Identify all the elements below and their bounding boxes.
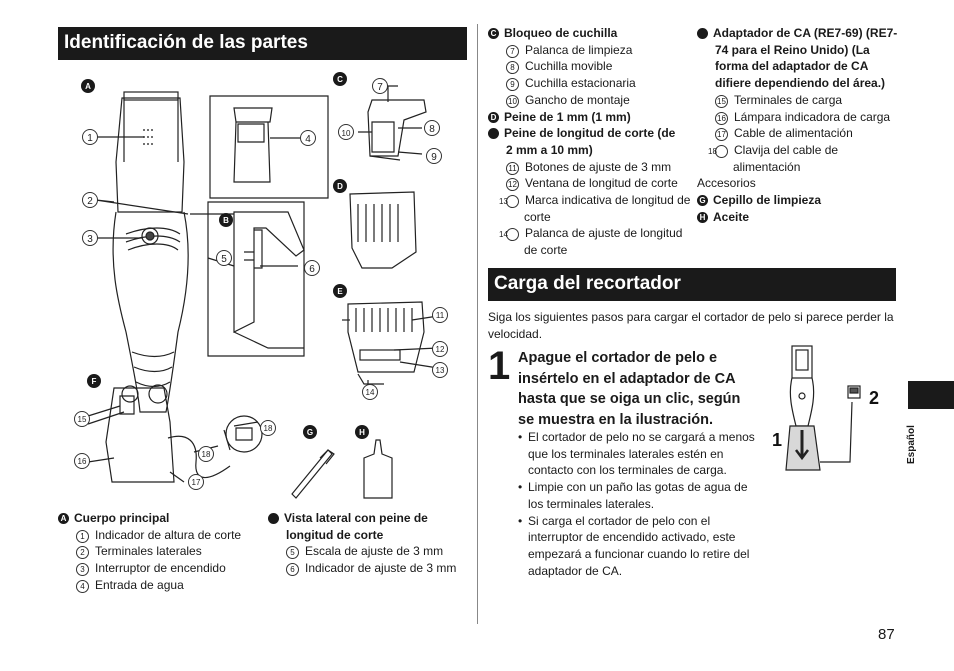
callout-15: 15 (77, 415, 87, 424)
page-number: 87 (878, 626, 895, 643)
caption-B: B Vista lateral con peine de longitud de corte 5 Escala de ajuste de 3 mm 6 Indicador de ajuste de 3 mm (261, 511, 457, 576)
callout-10: 10 (341, 129, 351, 138)
charging-illustration (768, 344, 898, 479)
letter-C-marker: C (337, 75, 343, 84)
callout-11: 11 (435, 311, 445, 320)
callout-6: 6 (309, 264, 315, 275)
callout-3: 3 (87, 234, 93, 245)
cleaning-brush-drawing (292, 450, 334, 498)
callout-16: 16 (77, 457, 87, 466)
letter-H-marker: H (359, 428, 365, 437)
length-comb-drawing (342, 302, 438, 388)
parts-list-mid: C Bloqueo de cuchilla 7 Palanca de limpieza 8 Cuchilla movible 9 Cuchilla estacionaria 10 Gancho de montaje D Peine de 1 mm (1 mm) E Peine de longitud de corte (de 2 mm a 10 mm) 11 Botones de ajuste de 3 mm 12 Ventana de longitud de corte 13 Marca indicativa de longitud de corte 14 Palanca de ajuste de longitud de corte (481, 26, 691, 258)
section-title-charging: Carga del recortador (488, 268, 896, 299)
note-item: • Limpie con un paño las gotas de agua de los terminales laterales. (518, 479, 763, 512)
callout-5: 5 (221, 254, 227, 265)
letter-D-marker: D (337, 182, 343, 191)
callout-12: 12 (435, 345, 445, 354)
title-rule (58, 58, 467, 60)
main-body-drawing (96, 92, 234, 412)
charging-intro: Siga los siguientes pasos para cargar el cortador de pelo si parece perder la velocidad. (488, 310, 894, 341)
note-item: • El cortador de pelo no se cargará a menos que los terminales laterales estén en contacto con los terminales de carga. (518, 429, 763, 479)
note-item: • Si carga el cortador de pelo con el interruptor de encendido activado, este empezará a funcionar cuando lo retire del adaptador de CA. (518, 513, 763, 580)
fig-label-2: 2 (869, 388, 880, 408)
callout-4: 4 (305, 134, 311, 145)
side-tab-language: Español (906, 425, 917, 464)
letter-B-marker: B (223, 216, 229, 225)
blade-block-drawing (358, 86, 426, 160)
callout-7: 7 (377, 82, 383, 93)
callout-18a: 18 (201, 450, 211, 459)
side-tab (908, 381, 954, 409)
callout-17: 17 (191, 478, 201, 487)
step-instruction: Apague el cortador de pelo e insértelo en el adaptador de CA hasta que se oiga un clic, según se muestra en la ilustración. (518, 350, 741, 428)
step-number: 1 (488, 344, 511, 388)
charging-title-rule (488, 299, 896, 301)
letter-E-marker: E (337, 287, 343, 296)
callout-8: 8 (429, 124, 435, 135)
callout-9: 9 (431, 152, 437, 163)
callout-1: 1 (87, 133, 93, 144)
step-notes (518, 429, 763, 579)
callout-18b: 18 (263, 424, 273, 433)
parts-illustration (58, 62, 478, 510)
section-title-parts: Identificación de las partes (58, 27, 467, 58)
letter-A-marker: A (85, 82, 91, 91)
callout-14: 14 (365, 388, 375, 397)
caption-A: A Cuerpo principal 1 Indicador de altura de corte 2 Terminales laterales 3 Interruptor de encendido 4 Entrada de agua (58, 510, 258, 594)
callout-13: 13 (435, 366, 445, 375)
letter-F-marker: F (91, 377, 97, 386)
head-detail-drawing (210, 96, 328, 198)
parts-list-right: F Adaptador de CA (RE7-69) (RE7-74 para el Reino Unido) (La forma del adaptador de CA difiere dependiendo del área.) 15 Terminales de carga 16 Lámpara indicadora de carga 17 Cable de alimentación 18 Clavija del cable de alimentación Accesorios G Cepillo de limpieza H Aceite (691, 26, 898, 224)
ac-adapter-drawing (88, 385, 262, 482)
callout-2: 2 (87, 196, 93, 207)
oil-bottle-drawing (364, 440, 392, 498)
one-mm-comb-drawing (350, 192, 416, 268)
letter-G-marker: G (306, 428, 314, 437)
fig-label-1: 1 (772, 430, 783, 450)
